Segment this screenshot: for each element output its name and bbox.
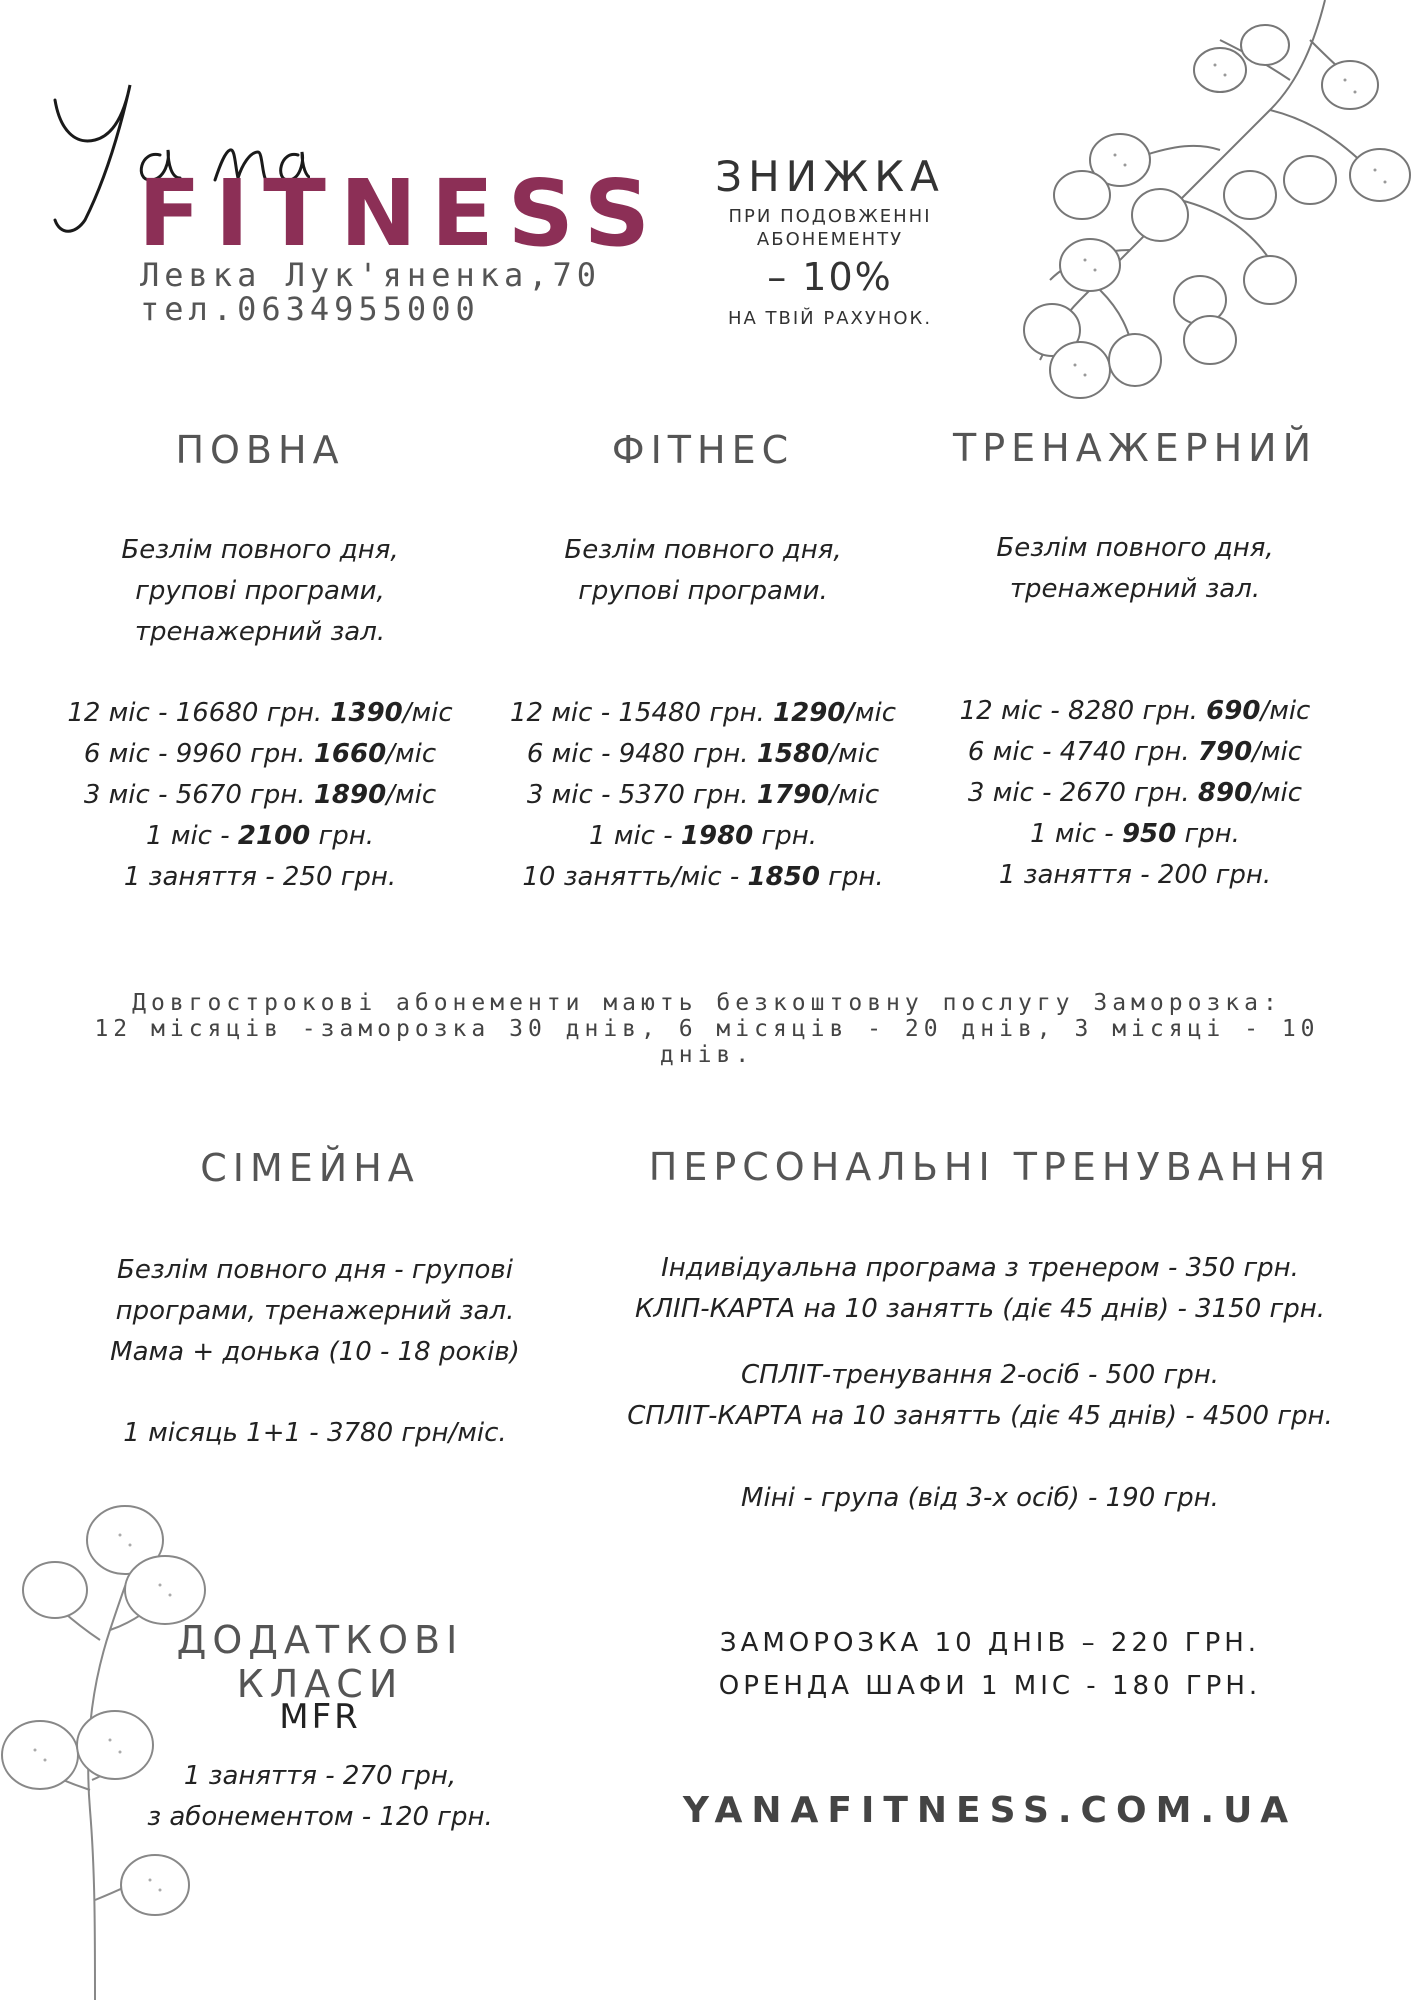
plan-fitness-prices: [483, 693, 923, 898]
price-row: 3 міс - 2670 грн. 890/міс: [967, 778, 1303, 808]
logo-fitness-text: FITNESS: [138, 160, 665, 267]
service-item: ЗАМОРОЗКА 10 ДНІВ – 220 ГРН.: [719, 1628, 1261, 1658]
extra-class-name: MFR: [279, 1697, 361, 1737]
leaf-branch-bottom-left-icon: [0, 1490, 210, 2000]
phone-text: тел.0634955000: [140, 290, 480, 328]
price-row: 1 заняття - 250 грн.: [123, 862, 397, 892]
price-row: 12 міс - 15480 грн. 1290/міс: [509, 698, 897, 728]
address-text: Левка Лук'яненка,70: [140, 256, 602, 294]
personal-group-3: Міні - група (від 3-х осіб) - 190 грн.: [741, 1483, 1219, 1513]
personal-group-1: Індивідуальна програма з тренером - 350 грн. КЛІП-КАРТА на 10 занятть (діє 45 днів) - 3150 грн.: [635, 1253, 1325, 1324]
plan-gym-prices: [915, 691, 1355, 896]
promo-line-1: ПРИ ПОДОВЖЕННІ: [728, 206, 932, 227]
promo-line-3: НА ТВІЙ РАХУНОК.: [727, 308, 933, 329]
family-price: 1 місяць 1+1 - 3780 грн/міс.: [123, 1418, 507, 1448]
personal-group-2: СПЛІТ-тренування 2-осіб - 500 грн. СПЛІТ-КАРТА на 10 занятть (діє 45 днів) - 4500 грн.: [627, 1360, 1333, 1431]
extra-title: ДОДАТКОВІ КЛАСИ: [176, 1618, 464, 1706]
freeze-note: Довгострокові абонементи мають безкоштовну послугу Заморозка: 12 місяців -заморозка 30 днів, 6 місяців - 20 днів, 3 місяці - 10 днів.: [94, 990, 1320, 1068]
services-list: [640, 1622, 1340, 1708]
price-row: 6 міс - 4740 грн. 790/міс: [967, 737, 1303, 767]
plan-fitness-title: ФІТНЕС: [611, 428, 795, 472]
price-row: 1 міс - 2100 грн.: [146, 821, 374, 851]
plan-gym-description: Безлім повного дня, тренажерний зал.: [996, 533, 1274, 604]
price-row: 3 міс - 5370 грн. 1790/міс: [526, 780, 880, 810]
price-row: 1 міс - 950 грн.: [1030, 819, 1240, 849]
promo-line-2: АБОНЕМЕНТУ: [756, 229, 904, 250]
website-link[interactable]: YANAFITNESS.COM.UA: [682, 1790, 1298, 1831]
promo-percent: – 10%: [767, 255, 893, 299]
price-row: 12 міс - 8280 грн. 690/міс: [959, 696, 1311, 726]
price-row: 6 міс - 9480 грн. 1580/міс: [526, 739, 880, 769]
price-row: 3 міс - 5670 грн. 1890/міс: [83, 780, 437, 810]
price-row: 6 міс - 9960 грн. 1660/міс: [83, 739, 437, 769]
plan-full-description: Безлім повного дня, групові програми, тренажерний зал.: [121, 535, 399, 647]
family-description: Безлім повного дня - групові програми, тренажерний зал. Мама + донька (10 - 18 років): [110, 1255, 520, 1367]
extra-prices: 1 заняття - 270 грн, з абонементом - 120 грн.: [147, 1761, 493, 1832]
plan-full-prices: [40, 693, 480, 898]
plan-gym-title: ТРЕНАЖЕРНИЙ: [953, 426, 1317, 470]
price-row: 1 заняття - 200 грн.: [998, 860, 1272, 890]
service-item: ОРЕНДА ШАФИ 1 МІС - 180 ГРН.: [718, 1671, 1262, 1701]
price-row: 1 міс - 1980 грн.: [589, 821, 817, 851]
price-row: 12 міс - 16680 грн. 1390/міс: [67, 698, 453, 728]
plan-full-title: ПОВНА: [175, 428, 345, 472]
leaf-branch-top-right-icon: [1010, 0, 1414, 410]
personal-title: ПЕРСОНАЛЬНІ ТРЕНУВАННЯ: [648, 1145, 1332, 1189]
promo-title: ЗНИЖКА: [715, 152, 945, 201]
plan-fitness-description: Безлім повного дня, групові програми.: [564, 535, 842, 606]
price-row: 10 занятть/міс - 1850 грн.: [522, 862, 884, 892]
family-title: СІМЕЙНА: [200, 1146, 420, 1190]
